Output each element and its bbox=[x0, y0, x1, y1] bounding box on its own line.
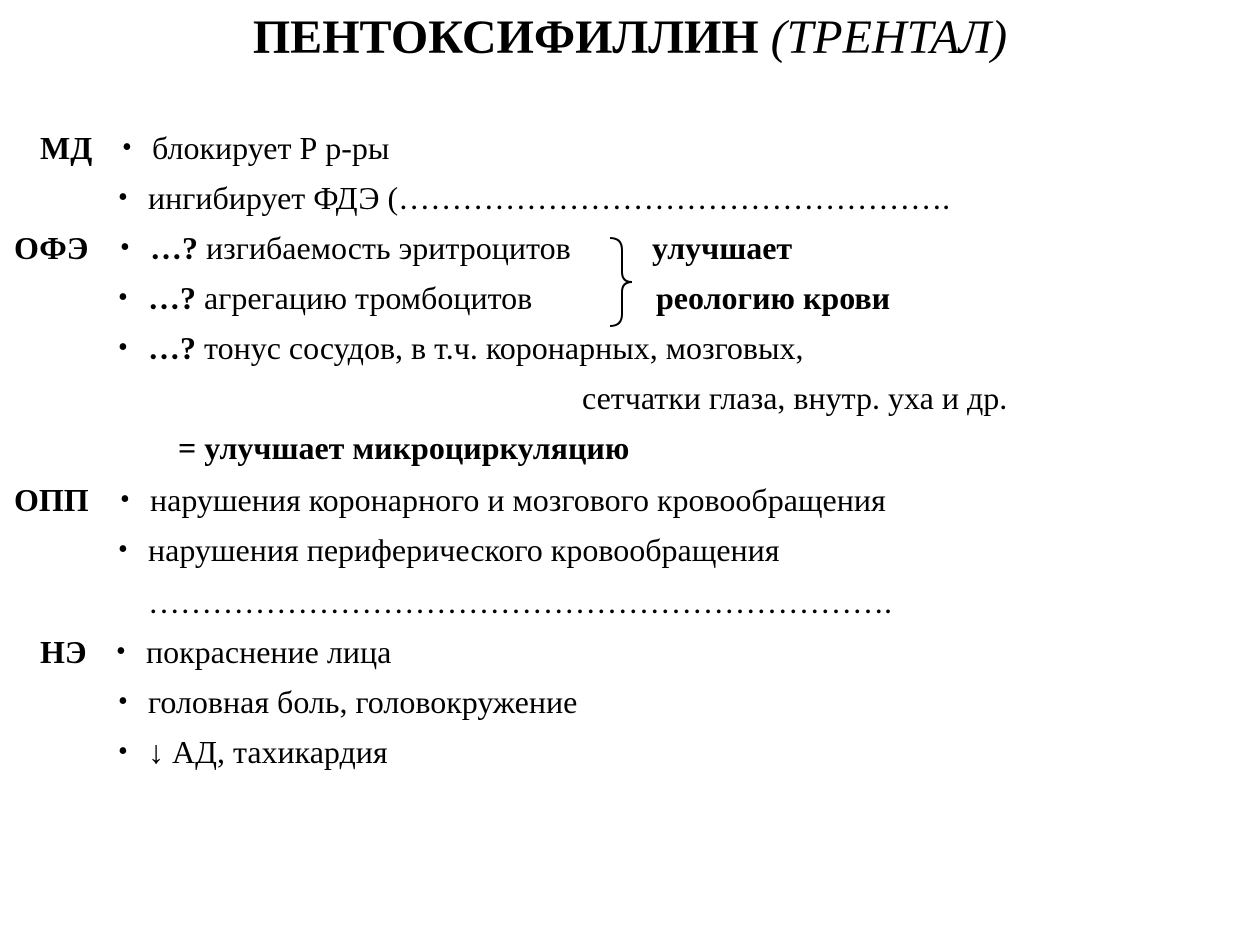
question-mark: …? bbox=[148, 330, 196, 366]
bullet: • bbox=[118, 182, 128, 213]
label-opp: ОПП bbox=[14, 482, 89, 518]
md-item-2: ингибирует ФДЭ (……………………………………………. bbox=[148, 180, 951, 216]
label-ofe: ОФЭ bbox=[14, 230, 89, 266]
bullet: • bbox=[118, 534, 128, 565]
question-mark: …? bbox=[150, 230, 198, 266]
ne-item-3 bbox=[148, 732, 388, 772]
ne-item-1: покраснение лица bbox=[146, 634, 392, 670]
bullet: • bbox=[122, 132, 132, 163]
bullet: • bbox=[118, 686, 128, 717]
ofe-item-2-text: агрегацию тромбоцитов bbox=[196, 280, 533, 316]
ne-item-3-text: АД, тахикардия bbox=[164, 734, 388, 770]
ofe-item-2 bbox=[148, 278, 532, 318]
md-item-1: блокирует Р р-ры bbox=[152, 130, 390, 166]
bullet: • bbox=[118, 736, 128, 767]
drug-name: ПЕНТОКСИФИЛЛИН bbox=[252, 11, 759, 64]
drug-trade-name: (ТРЕНТАЛ) bbox=[770, 11, 1008, 64]
ofe-summary: = улучшает микроциркуляцию bbox=[178, 430, 630, 466]
ofe-item-3-text: тонус сосудов, в т.ч. коронарных, мозговых, bbox=[196, 330, 804, 366]
bullet: • bbox=[118, 282, 128, 313]
opp-blank-line: ……………………………………………………………. bbox=[148, 584, 892, 620]
opp-item-1: нарушения коронарного и мозгового кровообращения bbox=[150, 482, 886, 518]
ofe-item-3-continuation: сетчатки глаза, внутр. уха и др. bbox=[582, 380, 1008, 416]
brace-label-line-1: улучшает bbox=[652, 230, 793, 266]
opp-item-2: нарушения периферического кровообращения bbox=[148, 532, 780, 568]
ne-item-2: головная боль, головокружение bbox=[148, 684, 578, 720]
bullet: • bbox=[116, 636, 126, 667]
bullet: • bbox=[120, 232, 130, 263]
page-title bbox=[0, 10, 1260, 65]
ofe-item-3 bbox=[148, 328, 804, 368]
bullet: • bbox=[120, 484, 130, 515]
label-md: МД bbox=[40, 130, 93, 166]
brace-label-line-2: реологию крови bbox=[656, 280, 891, 316]
ofe-item-1 bbox=[150, 228, 571, 268]
ofe-item-1-text: изгибаемость эритроцитов bbox=[198, 230, 571, 266]
down-arrow-icon: ↓ bbox=[148, 734, 164, 770]
right-brace-icon bbox=[608, 236, 636, 328]
question-mark: …? bbox=[148, 280, 196, 316]
bullet: • bbox=[118, 332, 128, 363]
label-ne: НЭ bbox=[40, 634, 87, 670]
